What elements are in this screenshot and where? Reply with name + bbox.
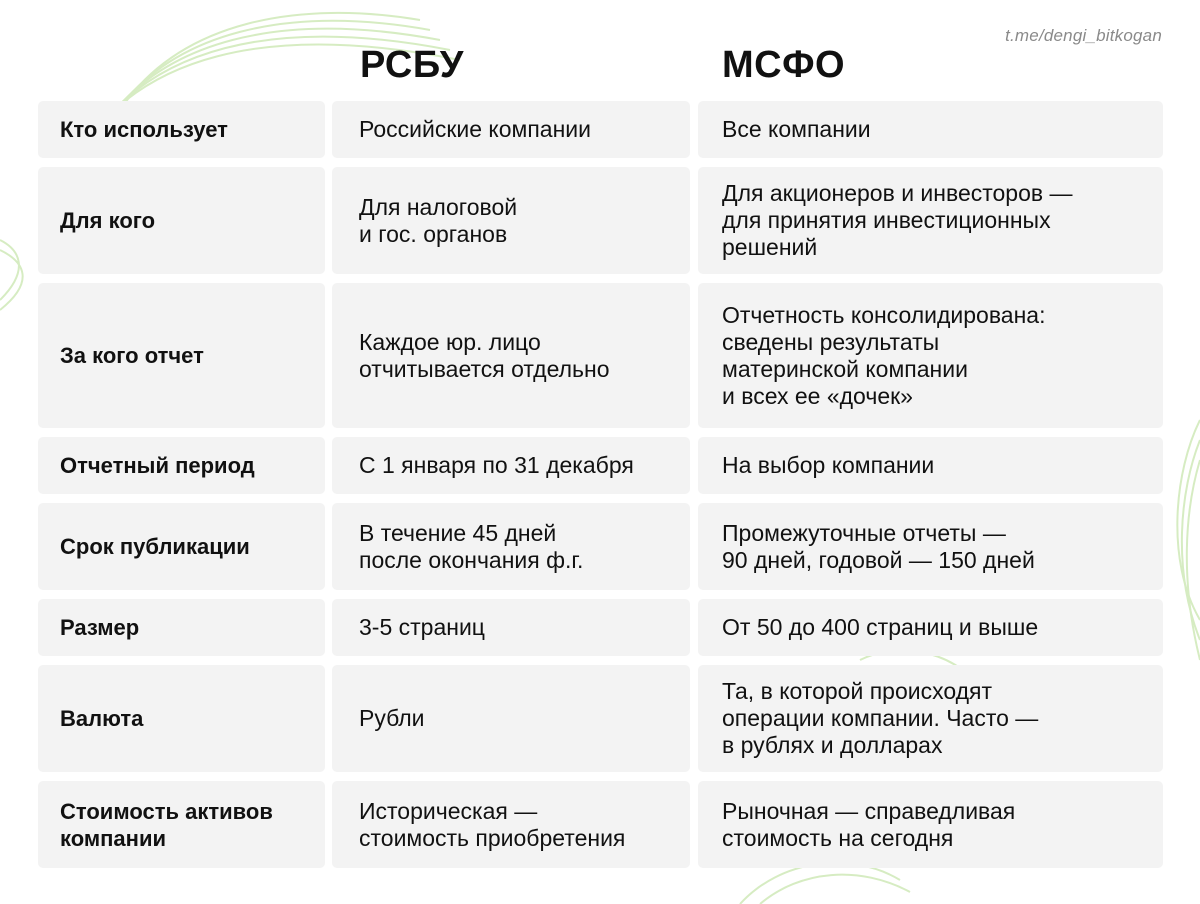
- table-row: [38, 283, 1163, 428]
- row-label: Для кого: [38, 167, 325, 274]
- rsbu-cell: В течение 45 дней после окончания ф.г.: [332, 503, 690, 590]
- table-row: [38, 781, 1163, 868]
- rsbu-cell: Историческая — стоимость приобретения: [332, 781, 690, 868]
- telegram-channel-watermark: t.me/dengi_bitkogan: [1005, 26, 1162, 45]
- rsbu-cell: Российские компании: [332, 101, 690, 158]
- rsbu-cell: 3-5 страниц: [332, 599, 690, 656]
- rsbu-cell: Каждое юр. лицо отчитывается отдельно: [332, 283, 690, 428]
- rsbu-cell: С 1 января по 31 декабря: [332, 437, 690, 494]
- rsbu-cell: Для налоговой и гос. органов: [332, 167, 690, 274]
- msfo-cell: Та, в которой происходят операции компании. Часто — в рублях и долларах: [698, 665, 1163, 772]
- row-label: Кто использует: [38, 101, 325, 158]
- row-label: Отчетный период: [38, 437, 325, 494]
- column-header-msfo: МСФО: [722, 44, 846, 86]
- row-label: Валюта: [38, 665, 325, 772]
- table-row: [38, 503, 1163, 590]
- row-label: Размер: [38, 599, 325, 656]
- table-row: [38, 101, 1163, 158]
- table-row: [38, 599, 1163, 656]
- rsbu-cell: Рубли: [332, 665, 690, 772]
- msfo-cell: Отчетность консолидирована: сведены результаты материнской компании и всех ее «дочек»: [698, 283, 1163, 428]
- msfo-cell: Промежуточные отчеты — 90 дней, годовой — 150 дней: [698, 503, 1163, 590]
- table-row: [38, 437, 1163, 494]
- msfo-cell: Рыночная — справедливая стоимость на сегодня: [698, 781, 1163, 868]
- table-row: [38, 665, 1163, 772]
- table-row: [38, 167, 1163, 274]
- row-label: Срок публикации: [38, 503, 325, 590]
- row-label: За кого отчет: [38, 283, 325, 428]
- column-header-rsbu: РСБУ: [360, 44, 464, 86]
- msfo-cell: Все компании: [698, 101, 1163, 158]
- msfo-cell: От 50 до 400 страниц и выше: [698, 599, 1163, 656]
- msfo-cell: На выбор компании: [698, 437, 1163, 494]
- row-label: Стоимость активов компании: [38, 781, 325, 868]
- msfo-cell: Для акционеров и инвесторов — для принятия инвестиционных решений: [698, 167, 1163, 274]
